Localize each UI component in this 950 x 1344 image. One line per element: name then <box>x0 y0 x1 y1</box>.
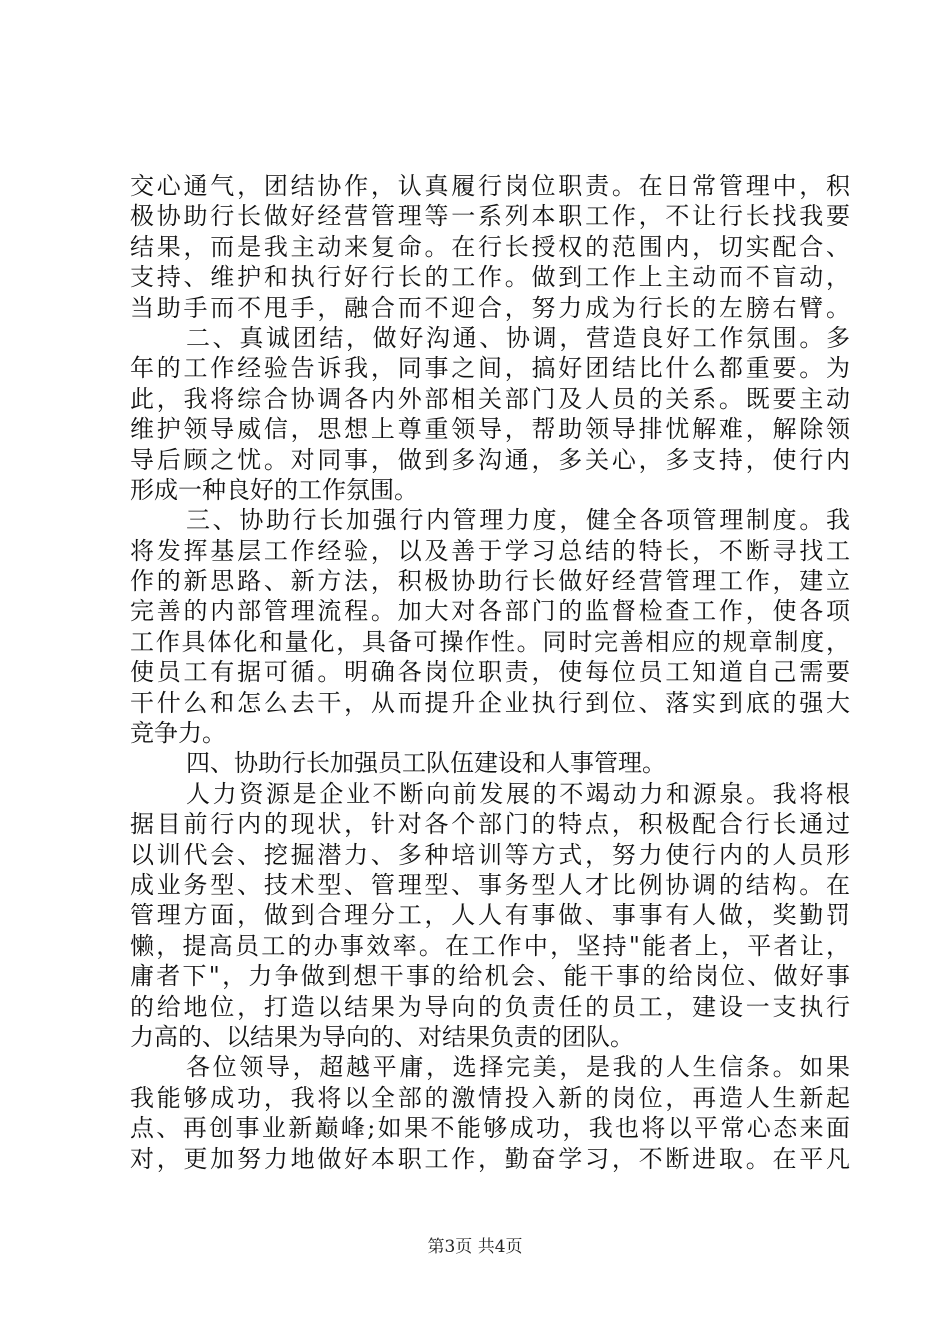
text-line: 此，我将综合协调各内外部相关部门及人员的关系。既要主动 <box>130 384 850 413</box>
section-heading-line: 三、协助行长加强行内管理力度，健全各项管理制度。我 <box>186 506 850 535</box>
text-line: 对，更加努力地做好本职工作，勤奋学习，不断进取。在平凡 <box>130 1144 850 1173</box>
text-line: 结果，而是我主动来复命。在行长授权的范围内，切实配合、 <box>130 232 850 261</box>
text-line: 懒，提高员工的办事效率。在工作中，坚持"能者上，平者让， <box>130 931 850 960</box>
text-line: 的给地位，打造以结果为导向的负责任的员工，建设一支执行 <box>130 992 850 1021</box>
text-line: 各位领导，超越平庸，选择完美，是我的人生信条。如果 <box>186 1053 850 1082</box>
text-line: 形成一种良好的工作氛围。 <box>130 475 418 504</box>
text-line: 干什么和怎么去干，从而提升企业执行到位、落实到底的强大 <box>130 688 850 717</box>
text-line: 工作具体化和量化，具备可操作性。同时完善相应的规章制度， <box>130 627 850 656</box>
text-line: 维护领导威信，思想上尊重领导，帮助领导排忧解难，解除领 <box>130 415 850 444</box>
section-heading-line: 四、协助行长加强员工队伍建设和人事管理。 <box>186 749 666 778</box>
text-line: 作的新思路、新方法，积极协助行长做好经营管理工作，建立 <box>130 567 850 596</box>
text-line: 年的工作经验告诉我，同事之间，搞好团结比什么都重要。为 <box>130 354 850 383</box>
section-heading-line: 二、真诚团结，做好沟通、协调，营造良好工作氛围。多 <box>186 323 850 352</box>
text-line: 支持、维护和执行好行长的工作。做到工作上主动而不盲动， <box>130 263 850 292</box>
text-line: 我能够成功，我将以全部的激情投入新的岗位，再造人生新起 <box>130 1083 850 1112</box>
text-line: 极协助行长做好经营管理等一系列本职工作，不让行长找我要 <box>130 202 850 231</box>
document-body <box>130 171 850 1174</box>
text-line: 将发挥基层工作经验，以及善于学习总结的特长，不断寻找工 <box>130 536 850 565</box>
text-line: 交心通气，团结协作，认真履行岗位职责。在日常管理中，积 <box>130 172 850 200</box>
text-line: 使员工有据可循。明确各岗位职责，使每位员工知道自己需要 <box>130 658 850 687</box>
text-line: 竞争力。 <box>130 719 226 748</box>
text-line: 庸者下"，力争做到想干事的给机会、能干事的给岗位、做好事 <box>130 962 850 991</box>
text-line: 以训代会、挖掘潜力、多种培训等方式，努力使行内的人员形 <box>130 840 850 869</box>
text-line: 导后顾之忧。对同事，做到多沟通，多关心，多支持，使行内 <box>130 445 850 474</box>
text-line: 成业务型、技术型、管理型、事务型人才比例协调的结构。在 <box>130 870 850 899</box>
text-line: 完善的内部管理流程。加大对各部门的监督检查工作，使各项 <box>130 597 850 626</box>
text-line: 点、再创事业新巅峰;如果不能够成功，我也将以平常心态来面 <box>130 1114 850 1143</box>
text-line: 力高的、以结果为导向的、对结果负责的团队。 <box>130 1022 634 1051</box>
text-line: 当助手而不甩手，融合而不迎合，努力成为行长的左膀右臂。 <box>130 293 850 322</box>
page-footer: 第3页 共4页 <box>427 1237 523 1257</box>
text-line: 管理方面，做到合理分工，人人有事做、事事有人做，奖勤罚 <box>130 901 850 930</box>
text-line: 据目前行内的现状，针对各个部门的特点，积极配合行长通过 <box>130 810 850 839</box>
text-line: 人力资源是企业不断向前发展的不竭动力和源泉。我将根 <box>186 779 850 808</box>
